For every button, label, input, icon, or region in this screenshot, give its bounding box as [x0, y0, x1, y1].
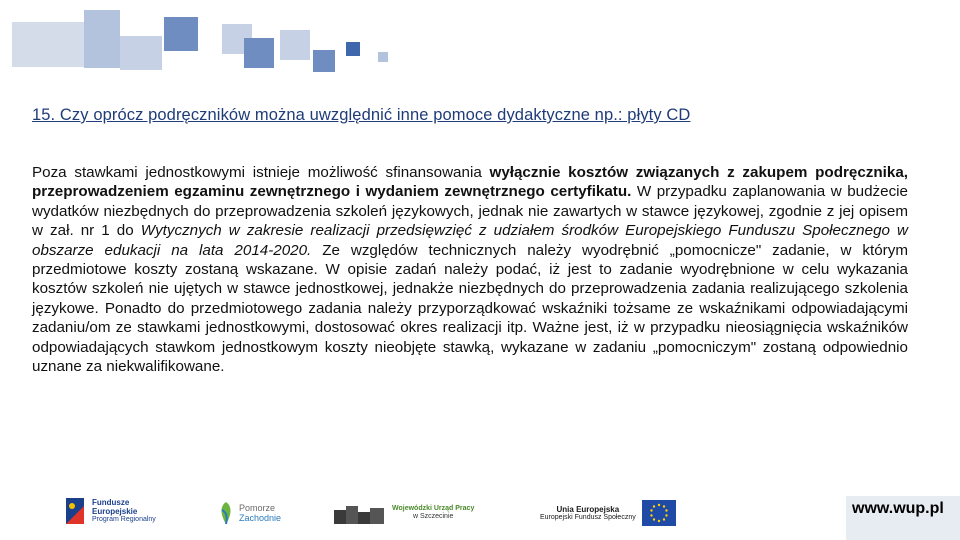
wup-line2: w Szczecinie: [412, 513, 454, 520]
fe-line1: Fundusze: [92, 498, 130, 507]
pomorze-zachodnie-logo: [216, 500, 281, 526]
fe-line2: Europejskie: [92, 507, 138, 516]
body-p1: Poza stawkami jednostkowymi istnieje możliwość sfinansowania: [32, 164, 490, 181]
pz-line2: Zachodnie: [239, 513, 282, 523]
eu-flag-icon: [642, 500, 676, 526]
fe-line3: Program Regionalny: [92, 516, 156, 523]
body-p3: Ze względów technicznych należy wyodrębnić „pomocnicze" zadanie, w którym przedmiotowe koszty zostaną wskazane. W opisie zadań należy podać, iż jest to zadanie wyodrębnione w celu wykazania kosztów szkoleń nie ujętych w stawce jednostkowej, jednakże niezbędnych do przeprowadzenia zadania realizującego szkolenia językowe. Ponadto do przedmiotowego zadania należy przyporządkować wskaźniki tożsame ze wskaźnikami odpowiadającymi zadaniu/om ze stawkami jednostkowymi, dostosować okres realizacji itp. Ważne jest, iż w przypadku nieosiągnięcia wskaźników odpowiadających stawkom jednostkowym koszty nieobjęte stawką, wykazane w zadaniu „pomocniczym" zostaną odpowiednio uznane za niekwalifikowane.: [32, 241, 908, 376]
ue-line1: Unia Europejska: [556, 504, 620, 514]
fundusze-europejskie-logo: [64, 494, 156, 528]
body-text: [32, 163, 908, 376]
wup-logo: [332, 500, 474, 526]
website-label: www.wup.pl: [846, 496, 960, 540]
body-p2: W przypadku zaplanowania w budżecie wydatków niezbędnych do przeprowadzenia szkoleń językowych, jednak nie zawartych w stawce językowej, zgodnie z jej opisem w zał. nr 1 do: [32, 183, 909, 240]
fe-emblem-icon: [64, 494, 88, 528]
body-p2-italic: Wytycznych w zakresie realizacji przedsięwzięć z udziałem środków Europejskiego Funduszu Społecznego w obszarze edukacji na lata 2014-2020.: [32, 222, 908, 259]
pz-leaf-icon: [216, 500, 236, 526]
page-title: 15. Czy oprócz podręczników można uwzględnić inne pomoce dydaktyczne np.: płyty CD: [32, 106, 691, 124]
wup-emblem-icon: [332, 500, 388, 526]
wup-line1: Wojewódzki Urząd Pracy: [392, 505, 475, 512]
logo-bar: [0, 488, 960, 540]
pz-line1: Pomorze: [239, 503, 276, 513]
body-p1-bold: wyłącznie kosztów związanych z zakupem podręcznika, przeprowadzeniem egzaminu zewnętrznego i wydaniem zewnętrznego certyfikatu.: [32, 164, 908, 201]
ue-logo: [540, 500, 676, 526]
ue-line2: Europejski Fundusz Społeczny: [540, 513, 636, 521]
